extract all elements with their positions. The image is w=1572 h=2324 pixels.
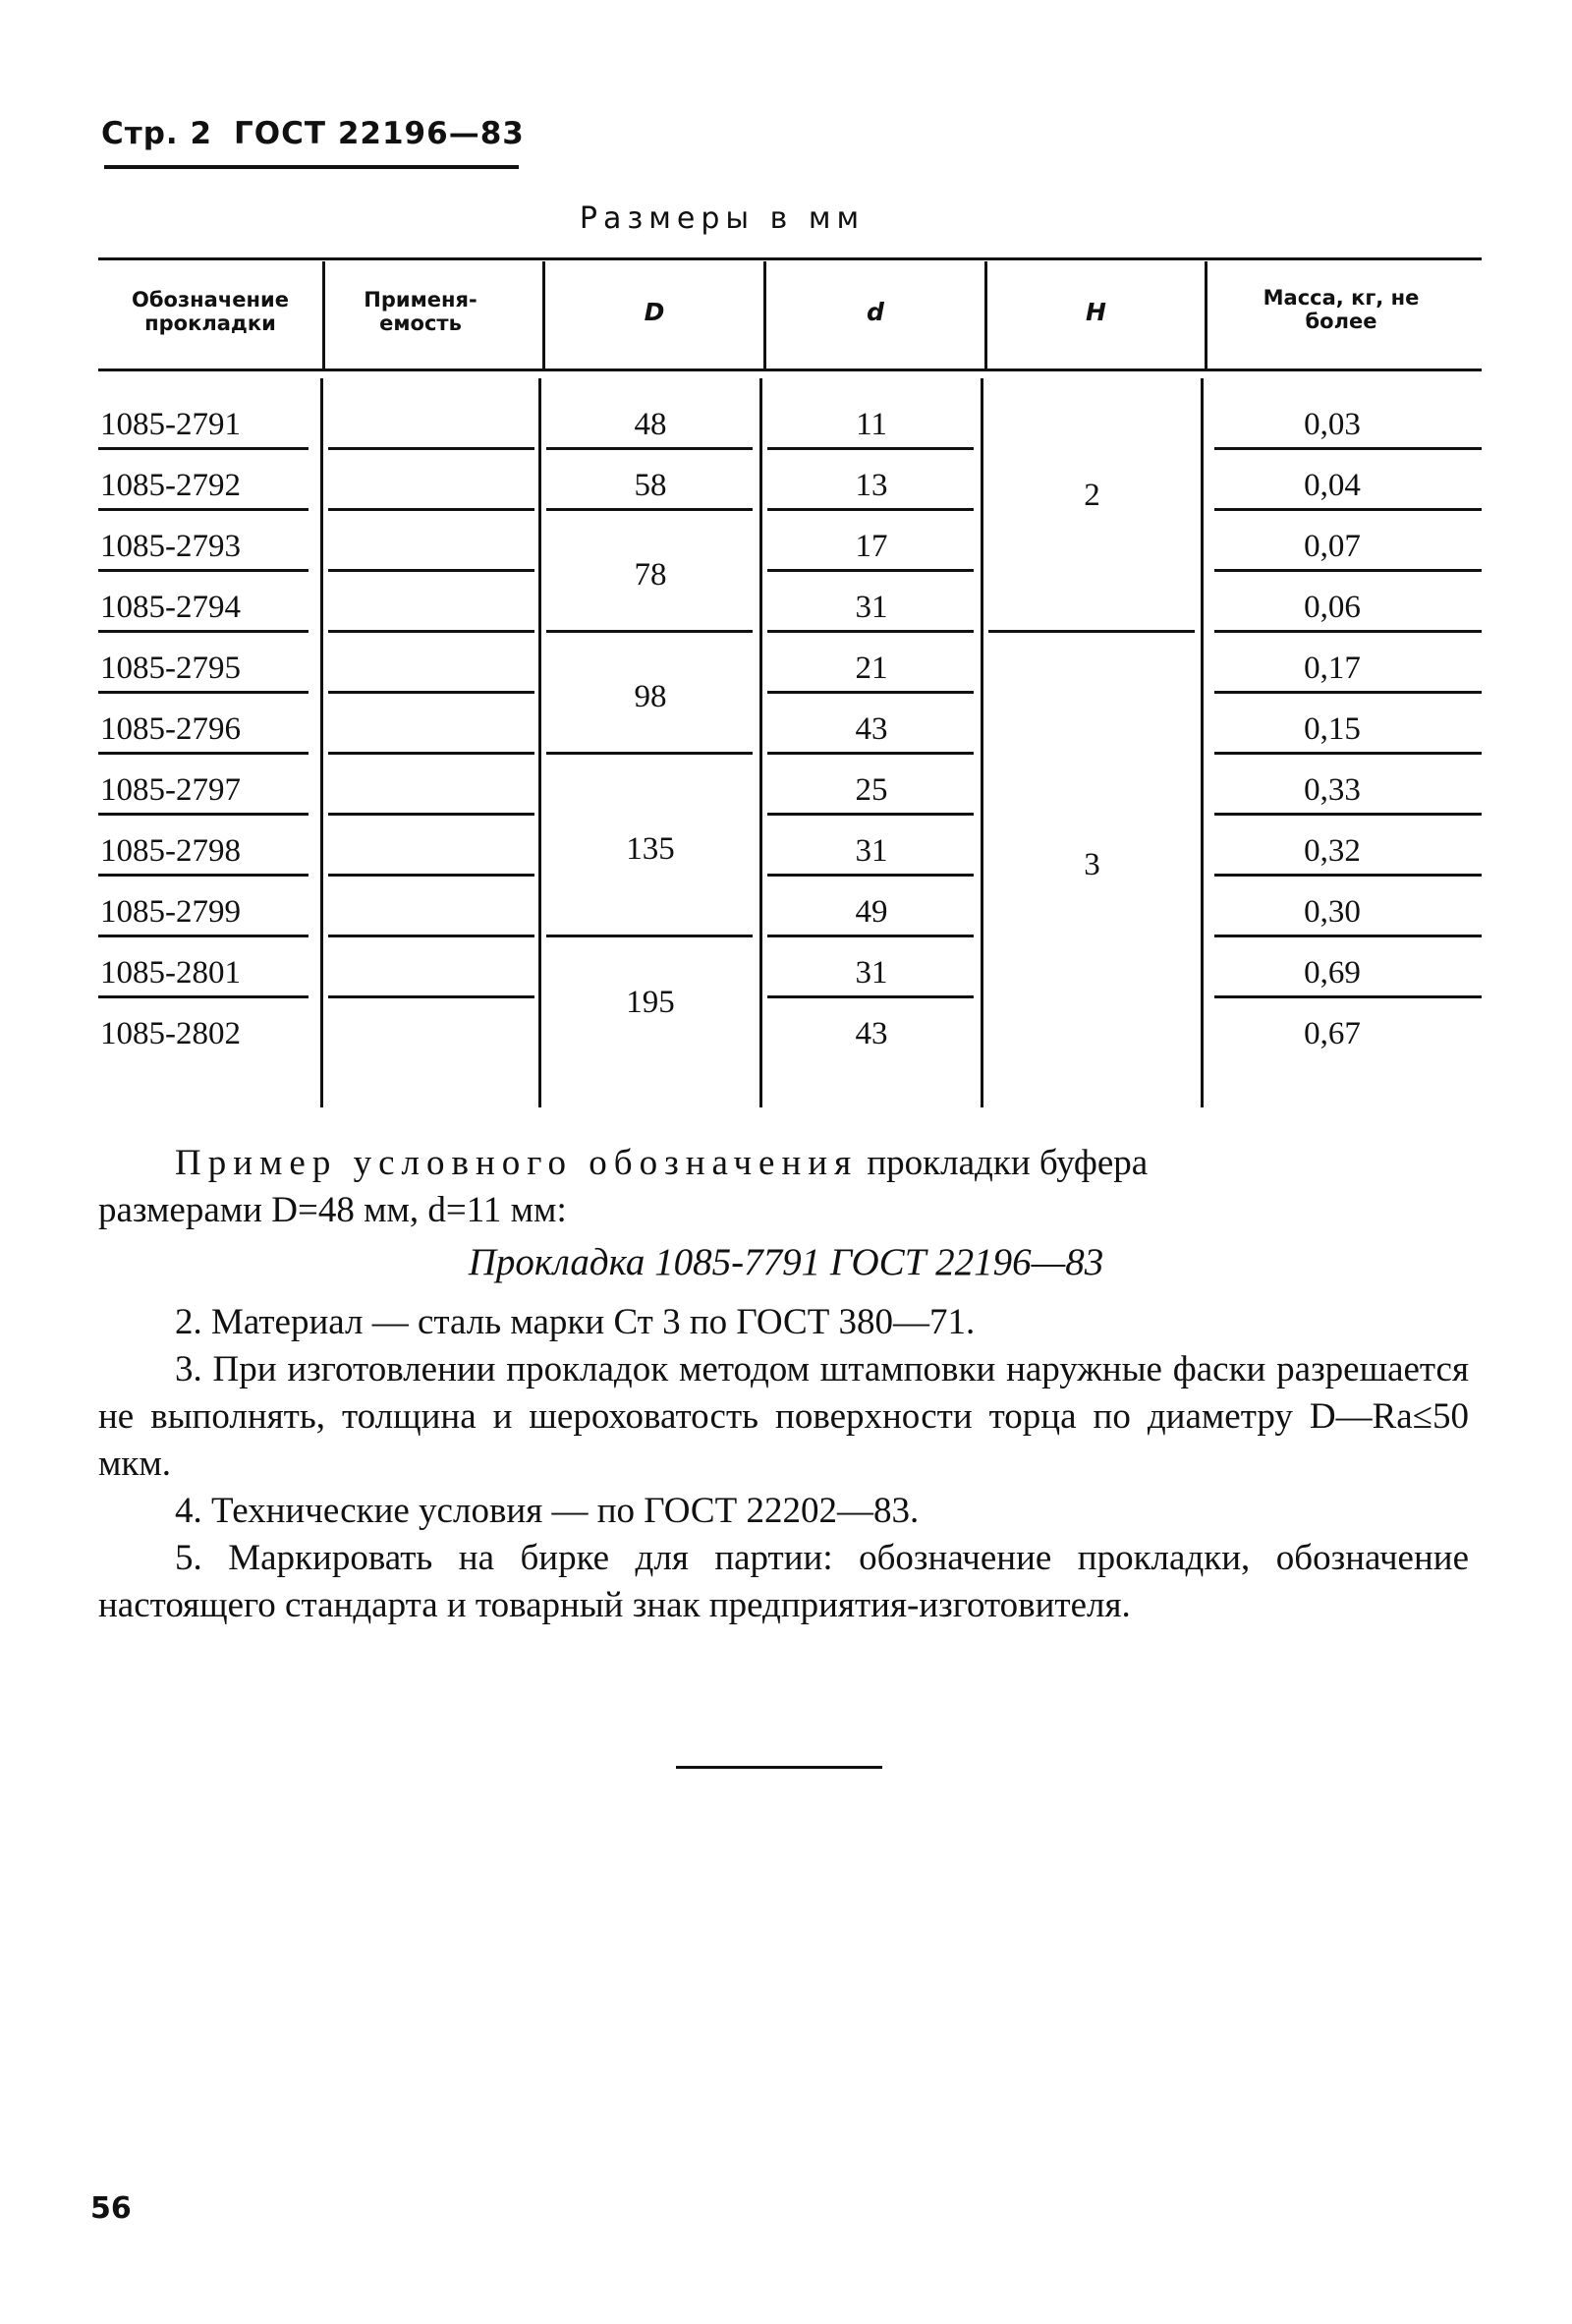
standard-number: ГОСТ 22196—83: [234, 116, 525, 151]
cell-d: 13: [855, 468, 888, 503]
example-designation: Прокладка 1085-7791 ГОСТ 22196—83: [468, 1241, 1104, 1283]
example-lead: Пример условного обозначения: [175, 1143, 859, 1183]
table-row: 1085-2792: [100, 468, 241, 503]
cell-D: 98: [634, 679, 667, 714]
header-underline: [104, 165, 519, 169]
header-designation: Обозначение прокладки: [132, 288, 289, 335]
table-top-rule: [98, 257, 1482, 260]
cell-D: 58: [634, 468, 667, 503]
cell-H: 3: [1084, 847, 1100, 882]
cell-mass: 0,69: [1304, 955, 1361, 991]
cell-d: 17: [855, 529, 888, 564]
header-d: d: [867, 298, 884, 326]
page-label: Стр. 2: [101, 116, 213, 151]
cell-d: 49: [855, 894, 888, 930]
page-number: 56: [90, 2191, 132, 2226]
cell-d: 11: [856, 407, 887, 442]
cell-mass: 0,06: [1304, 590, 1361, 625]
table-row: 1085-2801: [100, 955, 241, 991]
cell-d: 31: [855, 590, 888, 625]
note-manufacturing: 3. При изготовлении прокладок методом штамповки наружные фаски разрешается не выполнять, толщина и шероховатость поверхности торца по диаметру D—Ra≤50 мкм.: [98, 1349, 1469, 1484]
note-material: 2. Материал — сталь марки Ст 3 по ГОСТ 380—71.: [175, 1302, 976, 1342]
header-H: H: [1086, 298, 1106, 326]
header-mass: Масса, кг, не более: [1263, 286, 1420, 333]
table-row: 1085-2799: [100, 894, 241, 930]
cell-D: 135: [626, 831, 675, 867]
cell-d: 31: [855, 955, 888, 991]
table-row: 1085-2795: [100, 651, 241, 686]
example-paragraph: [98, 1140, 1469, 1234]
table-header-rule: [98, 368, 1482, 371]
table-row: 1085-2802: [100, 1016, 241, 1051]
header-D: D: [644, 298, 665, 326]
cell-d: 25: [855, 772, 888, 808]
table-row: 1085-2796: [100, 711, 241, 747]
cell-D: 195: [626, 985, 675, 1020]
table-row: 1085-2794: [100, 590, 241, 625]
cell-D: 48: [634, 407, 667, 442]
page-header: [101, 116, 525, 151]
table-row: 1085-2791: [100, 407, 241, 442]
note-specs: 4. Технические условия — по ГОСТ 22202—83.: [175, 1491, 920, 1531]
table-row: 1085-2798: [100, 833, 241, 869]
table-row: 1085-2793: [100, 529, 241, 564]
cell-H: 2: [1084, 478, 1100, 513]
cell-d: 43: [855, 1016, 888, 1051]
example-sizes: размерами D=48 мм, d=11 мм:: [98, 1190, 567, 1230]
cell-mass: 0,30: [1304, 894, 1361, 930]
cell-mass: 0,04: [1304, 468, 1361, 503]
cell-mass: 0,67: [1304, 1016, 1361, 1051]
cell-mass: 0,32: [1304, 833, 1361, 869]
units-caption: Размеры в мм: [579, 201, 866, 236]
cell-mass: 0,17: [1304, 651, 1361, 686]
cell-D: 78: [634, 557, 667, 593]
cell-mass: 0,07: [1304, 529, 1361, 564]
example-lead-rest: прокладки буфера: [867, 1143, 1149, 1183]
note-marking: 5. Маркировать на бирке для партии: обозначение прокладки, обозначение настоящего стандарта и товарный знак предприятия-изготовителя.: [98, 1538, 1469, 1625]
cell-mass: 0,03: [1304, 407, 1361, 442]
cell-d: 31: [855, 833, 888, 869]
header-applicability: Применя-емость: [364, 288, 477, 335]
cell-d: 43: [855, 711, 888, 747]
cell-mass: 0,33: [1304, 772, 1361, 808]
table-row: 1085-2797: [100, 772, 241, 808]
cell-mass: 0,15: [1304, 711, 1361, 747]
end-rule: [676, 1766, 882, 1769]
cell-d: 21: [855, 651, 888, 686]
